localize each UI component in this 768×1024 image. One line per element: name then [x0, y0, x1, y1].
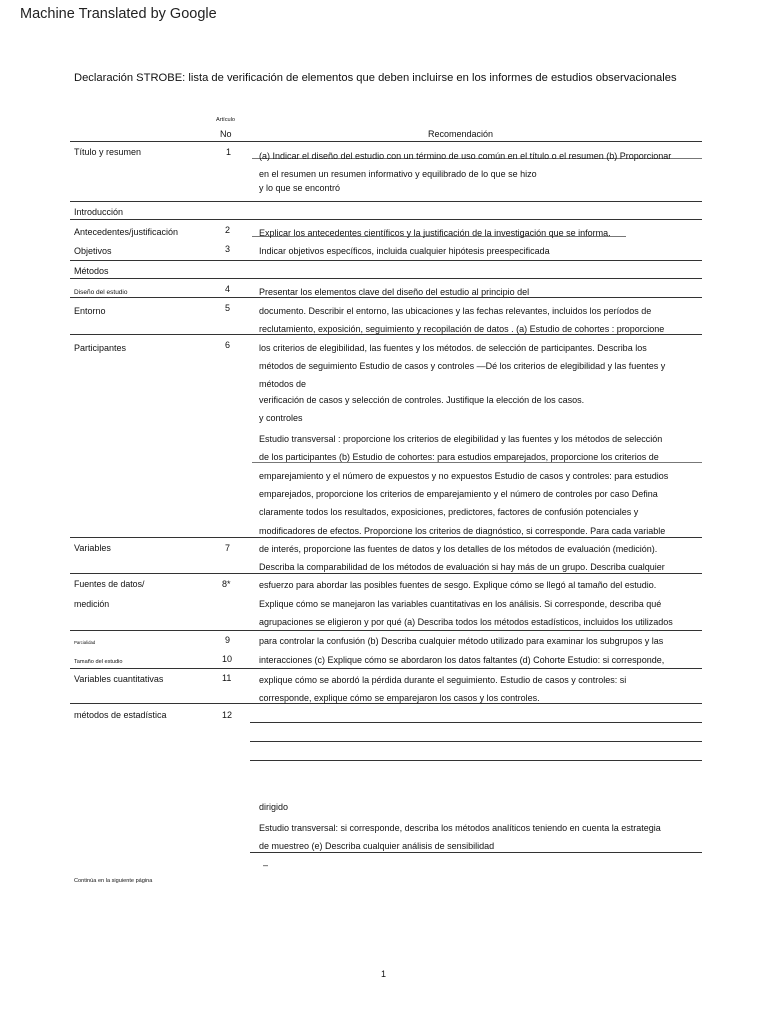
table-rule	[70, 573, 702, 574]
label-antecedentes: Antecedentes/justificación	[74, 227, 179, 237]
recommendation-line: modificadores de efectos. Proporcione los criterios de diagnóstico, si corresponde. Para cada variable	[259, 526, 666, 536]
item-number: 1	[226, 147, 232, 157]
label-diseno-estudio: Diseño del estudio	[74, 289, 128, 296]
recommendation-line: y controles	[259, 413, 303, 423]
item-number: 6	[225, 340, 231, 350]
table-rule	[70, 630, 702, 631]
label-variables: Variables	[74, 543, 111, 553]
recommendation-line: emparejamiento y el número de expuestos y no expuestos Estudio de casos y controles: para estudios	[259, 471, 669, 481]
recommendation-line: Estudio transversal : proporcione los criterios de elegibilidad y las fuentes y los métodos de selección	[259, 434, 663, 444]
item-number: 4	[225, 284, 231, 294]
recommendation-line: de los participantes (b) Estudio de cohortes: para estudios emparejados, proporcione los criterios de	[259, 452, 659, 462]
label-introduccion: Introducción	[74, 207, 124, 217]
recommendation-line: –	[263, 860, 269, 870]
document-title: Declaración STROBE: lista de verificación de elementos que deben incluirse en los informes de estudios observacionales	[74, 72, 677, 84]
item-number: 12	[222, 710, 233, 720]
table-rule	[70, 537, 702, 538]
item-number: 11	[222, 673, 232, 683]
recommendation-line: de muestreo (e) Describa cualquier análisis de sensibilidad	[259, 841, 495, 851]
recommendation-line: los criterios de elegibilidad, las fuentes y los métodos. de selección de participantes. Describa los	[259, 343, 647, 353]
table-rule	[250, 741, 702, 742]
label-tamano-estudio: Tamaño del estudio	[74, 659, 123, 665]
recommendation-line: Describa la comparabilidad de los métodos de evaluación si hay más de un grupo. Describa cualquier	[259, 562, 665, 572]
recommendation-line: dirigido	[259, 802, 289, 812]
item-number: 2	[225, 225, 231, 235]
column-recommendation: Recomendación	[428, 129, 494, 139]
table-rule	[252, 462, 702, 463]
page-number: 1	[381, 969, 387, 979]
recommendation-line: Explicar los antecedentes científicos y la justificación de la investigación que se informa.	[259, 228, 611, 238]
label-participantes: Participantes	[74, 343, 127, 353]
label-metodos-estadistica: métodos de estadística	[74, 710, 167, 720]
table-rule	[70, 278, 702, 279]
recommendation-line: emparejados, proporcione los criterios de emparejamiento y el número de controles por caso Defina	[259, 489, 658, 499]
item-number: 8*	[222, 579, 231, 589]
label-variables-cuantitativas: Variables cuantitativas	[74, 674, 164, 684]
recommendation-line: Estudio transversal: si corresponde, describa los métodos analíticos teniendo en cuenta la estrategia	[259, 823, 661, 833]
label-objetivos: Objetivos	[74, 246, 112, 256]
table-rule	[70, 703, 702, 704]
table-rule	[70, 260, 702, 261]
item-number: 10	[222, 654, 233, 664]
table-rule	[70, 219, 702, 220]
item-number: 9	[225, 635, 231, 645]
table-rule	[250, 722, 702, 723]
table-rule	[70, 201, 702, 202]
recommendation-line: Presentar los elementos clave del diseño del estudio al principio del	[259, 287, 530, 297]
table-rule	[250, 760, 702, 761]
label-entorno: Entorno	[74, 306, 106, 316]
recommendation-line: corresponde, explique cómo se emparejaron los casos y los controles.	[259, 693, 540, 703]
recommendation-line: de interés, proporcione las fuentes de datos y los detalles de los métodos de evaluación (medición).	[259, 544, 658, 554]
label-titulo-resumen: Título y resumen	[74, 147, 142, 157]
item-number: 3	[225, 244, 231, 254]
item-number: 5	[225, 303, 231, 313]
recommendation-line: (a) Indicar el diseño del estudio con un término de uso común en el título o el resumen (b) Proporcionar	[259, 151, 672, 161]
table-rule	[70, 334, 702, 335]
recommendation-line: esfuerzo para abordar las posibles fuentes de sesgo. Explique cómo se llegó al tamaño del estudio.	[259, 580, 657, 590]
recommendation-line: y lo que se encontró	[259, 183, 341, 193]
recommendation-line: para controlar la confusión (b) Describa cualquier método utilizado para examinar los subgrupos y las	[259, 636, 664, 646]
recommendation-line: claramente todos los resultados, exposiciones, predictores, factores de confusión potenciales y	[259, 507, 639, 517]
recommendation-line: Explique cómo se manejaron las variables cuantitativas en los análisis. Si corresponde, describa qué	[259, 599, 662, 609]
label-medicion: medición	[74, 599, 110, 609]
table-rule	[70, 297, 702, 298]
table-rule	[70, 668, 702, 669]
recommendation-line: reclutamiento, exposición, seguimiento y recopilación de datos . (a) Estudio de cohortes : proporcione	[259, 324, 665, 334]
table-rule	[70, 141, 702, 142]
machine-translated-header: Machine Translated by Google	[20, 6, 217, 22]
column-item-small: Artículo	[216, 117, 235, 123]
recommendation-line: métodos de	[259, 379, 307, 389]
recommendation-line: interacciones (c) Explique cómo se abordaron los datos faltantes (d) Cohorte Estudio: si corresponde,	[259, 655, 665, 665]
recommendation-line: documento. Describir el entorno, las ubicaciones y las fechas relevantes, incluidos los períodos de	[259, 306, 652, 316]
recommendation-line: agrupaciones se eligieron y por qué (a) Describa todos los métodos estadísticos, incluidos los utilizados	[259, 617, 673, 627]
continue-note: Continúa en la siguiente página	[74, 878, 153, 884]
label-parcialidad: Parcialidad	[74, 640, 96, 645]
recommendation-line: métodos de seguimiento Estudio de casos y controles —Dé los criterios de elegibilidad y las fuentes y	[259, 361, 666, 371]
label-metodos: Métodos	[74, 266, 109, 276]
table-rule	[250, 852, 702, 853]
recommendation-line: verificación de casos y selección de controles. Justifique la elección de los casos.	[259, 395, 585, 405]
item-number: 7	[225, 543, 231, 553]
column-item: No	[220, 129, 232, 139]
recommendation-line: explique cómo se abordó la pérdida durante el seguimiento. Estudio de casos y controles: si	[259, 675, 627, 685]
label-fuentes-datos: Fuentes de datos/	[74, 579, 145, 589]
recommendation-line: en el resumen un resumen informativo y equilibrado de lo que se hizo	[259, 169, 537, 179]
recommendation-line: Indicar objetivos específicos, incluida cualquier hipótesis preespecificada	[259, 246, 550, 256]
